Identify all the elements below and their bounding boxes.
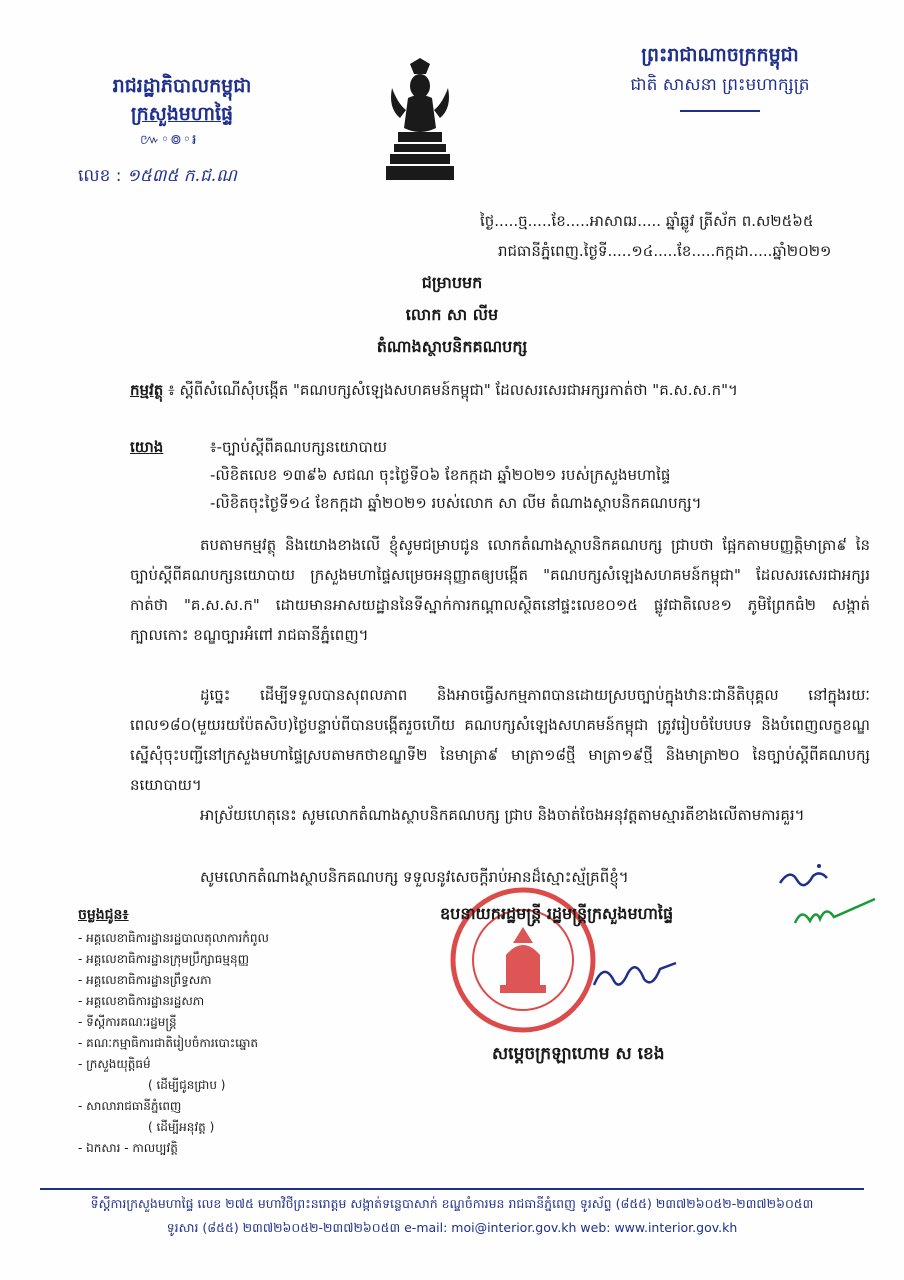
copy-to-label: ចម្លងជូន៖ xyxy=(78,907,129,923)
list-item: - អគ្គលេខាធិការដ្ឋានរដ្ឋសភា xyxy=(78,994,205,1008)
ref-number-handwritten: ១៥៣៥ xyxy=(126,166,179,186)
reference-number xyxy=(78,165,237,190)
royal-emblem-icon xyxy=(378,58,462,188)
handwritten-initial-icon xyxy=(775,858,835,898)
handwritten-signature-icon xyxy=(590,955,680,995)
reference-item: -លិខិតចុះថ្ងៃទី១៤ ខែកក្កដា ឆ្នាំ២០២១ របស់លោក សា លីម តំណាងស្ថាបនិកគណបក្ស។ xyxy=(210,494,702,512)
copy-to-list xyxy=(78,905,398,1159)
lunar-date: ថ្ងៃ.....ច្ម.....ខែ.....អាសាឍ..... ឆ្នាំឆ្លូវ ត្រីស័ក ព.ស២៥៦៥ xyxy=(480,212,814,230)
salutation: ជម្រាបមក xyxy=(421,273,483,292)
list-item: - ទីស្តីការគណៈរដ្ឋមន្ត្រី xyxy=(78,1015,177,1029)
paragraph-text: សូមលោកតំណាងស្ថាបនិកគណបក្ស ទទួលនូវសេចក្តីរាប់អានដ៏ស្មោះស្ម័គ្រពីខ្ញុំ។ xyxy=(200,868,629,886)
list-note: ( ដើម្បីអនុវត្ត ) xyxy=(148,1120,215,1134)
list-note: ( ដើម្បីជូនជ្រាប ) xyxy=(148,1078,226,1092)
header-ornament: ៚◦៙◦៛ xyxy=(140,132,198,148)
paragraph-text: អាស្រ័យហេតុនេះ សូមលោកតំណាងស្ថាបនិកគណបក្ស ជ្រាប និងចាត់ចែងអនុវត្តតាមស្មារតីខាងលើតាមការគួរ។ xyxy=(200,806,805,824)
subject-label: កម្មវត្ថុ xyxy=(130,381,164,399)
body-paragraph-2 xyxy=(130,680,870,800)
ref-label: លេខ : xyxy=(78,166,122,186)
reference-item: -លិខិតលេខ ១៣៩៦ សជណ ចុះថ្ងៃទី០៦ ខែកក្កដា ឆ្នាំ២០២១ របស់ក្រសួងមហាផ្ទៃ xyxy=(210,466,671,484)
solar-date: រាជធានីភ្នំពេញ.ថ្ងៃទី.....១៤.....ខែ.....កក្កដា.....ឆ្នាំ២០២១ xyxy=(498,242,832,260)
green-initial-icon xyxy=(790,895,880,930)
recipient-title: តំណាងស្ថាបនិកគណបក្ស xyxy=(376,337,528,356)
list-item: - សាលារាជធានីភ្នំពេញ xyxy=(78,1099,182,1113)
list-item: - គណៈកម្មាធិការជាតិរៀបចំការបោះឆ្នោត xyxy=(78,1036,259,1050)
list-item: - អគ្គលេខាធិការដ្ឋានក្រុមប្រឹក្សាធម្មនុញ្ញ xyxy=(78,952,250,966)
recipient-name: លោក សា លីម xyxy=(405,305,499,324)
signatory-title: ឧបនាយករដ្ឋមន្ត្រី រដ្ឋមន្ត្រីក្រសួងមហាផ្ទៃ xyxy=(440,904,674,923)
paragraph-text: ដូច្នេះ ដើម្បីទទួលបានសុពលភាព និងអាចធ្វើសកម្មភាពបានដោយស្របច្បាប់ក្នុងឋានៈជានីតិបុគ្គល នៅក្នុងរយៈពេល១៨០(មួយរយប៉ែតសិប)ថ្ងៃបន្ទាប់ពីបានបង្កើតរួចហើយ គណបក្សសំឡេងសហគមន៍កម្ពុជា ត្រូវរៀបចំបែបបទ និងបំពេញលក្ខខណ្ឌស្នើសុំចុះបញ្ជីនៅក្រសួងមហាផ្ទៃស្របតាមកថាខណ្ឌទី២ នៃមាត្រា៩ មាត្រា១៨ថ្មី មាត្រា១៩ថ្មី និងមាត្រា២០ នៃច្បាប់ស្តីពីគណបក្សនយោបាយ។ xyxy=(130,686,870,794)
ministry-name: ក្រសួងមហាផ្ទៃ xyxy=(130,103,234,125)
reference-item: ៖-ច្បាប់ស្តីពីគណបក្សនយោបាយ xyxy=(210,438,388,456)
body-paragraph-1 xyxy=(130,530,870,650)
list-item: - អគ្គលេខាធិការដ្ឋានរដ្ឋបាលតុលាការកំពូល xyxy=(78,931,269,945)
kingdom-motto: ជាតិ សាសនា ព្រះមហាក្សត្រ xyxy=(630,75,810,95)
list-item: - ឯកសារ - កាលប្បវត្តិ xyxy=(78,1141,178,1155)
kingdom-header xyxy=(585,40,855,112)
ministry-header xyxy=(72,72,292,128)
body-paragraph-3 xyxy=(130,800,870,830)
footer-contacts: ទូរសារ (៨៥៥) ២៣៧២៦០៥២-២៣៧២៦០៥៣ e-mail: moi@interior.gov.kh web: www.interior.gov.kh xyxy=(166,1220,738,1235)
footer-divider xyxy=(40,1188,864,1190)
list-item: - ក្រសួងយុត្តិធម៌ xyxy=(78,1057,151,1071)
paragraph-text: តបតាមកម្មវត្ថុ និងយោងខាងលើ ខ្ញុំសូមជម្រាបជូន លោកតំណាងស្ថាបនិកគណបក្ស ជ្រាបថា ផ្អែកតាមបញ្ញត្តិមាត្រា៩ នៃច្បាប់ស្តីពីគណបក្សនយោបាយ ក្រសួងមហាផ្ទៃសម្រេចអនុញ្ញាតឲ្យបង្កើត "គណបក្សសំឡេងសហគមន៍កម្ពុជា" ដែលសរសេរជាអក្សរកាត់ថា "គ.ស.ស.ក" ដោយមានអាសយដ្ឋាននៃទីស្នាក់ការកណ្តាលស្ថិតនៅផ្ទះលេខ០១៥ ផ្លូវជាតិលេខ១ ភូមិព្រែកធំ២ សង្កាត់ក្បាលកោះ ខណ្ឌច្បារអំពៅ រាជធានីភ្នំពេញ។ xyxy=(130,536,870,644)
references-block xyxy=(130,433,870,517)
references-label: យោង xyxy=(130,438,164,456)
subject-text: ៖ ស្តីពីសំណើសុំបង្កើត "គណបក្សសំឡេងសហគមន៍កម្ពុជា" ដែលសរសេរជាអក្សរកាត់ថា "គ.ស.ស.ក"។ xyxy=(168,381,738,399)
footer-address: ទីស្តីការក្រសួងមហាផ្ទៃ លេខ ២៧៥ មហាវិថីព្រះនរោត្តម សង្កាត់ទន្លេបាសាក់ ខណ្ឌចំការមន រាជធានីភ្នំពេញ ទូរស័ព្ទ (៨៥៥) ២៣៧២៦០៥២-២៣៧២៦០៥៣ xyxy=(90,1196,814,1211)
motto-divider xyxy=(680,110,760,112)
ref-suffix-handwritten: ក.ជ.ណ xyxy=(183,166,237,186)
kingdom-name: ព្រះរាជាណាចក្រកម្ពុជា xyxy=(641,44,799,66)
signatory-name: សម្តេចក្រឡាហោម ស ខេង xyxy=(492,1044,665,1064)
subject-block xyxy=(130,375,870,405)
government-name: រាជរដ្ឋាភិបាលកម្ពុជា xyxy=(112,75,252,97)
list-item: - អគ្គលេខាធិការដ្ឋានព្រឹទ្ធសភា xyxy=(78,973,212,987)
